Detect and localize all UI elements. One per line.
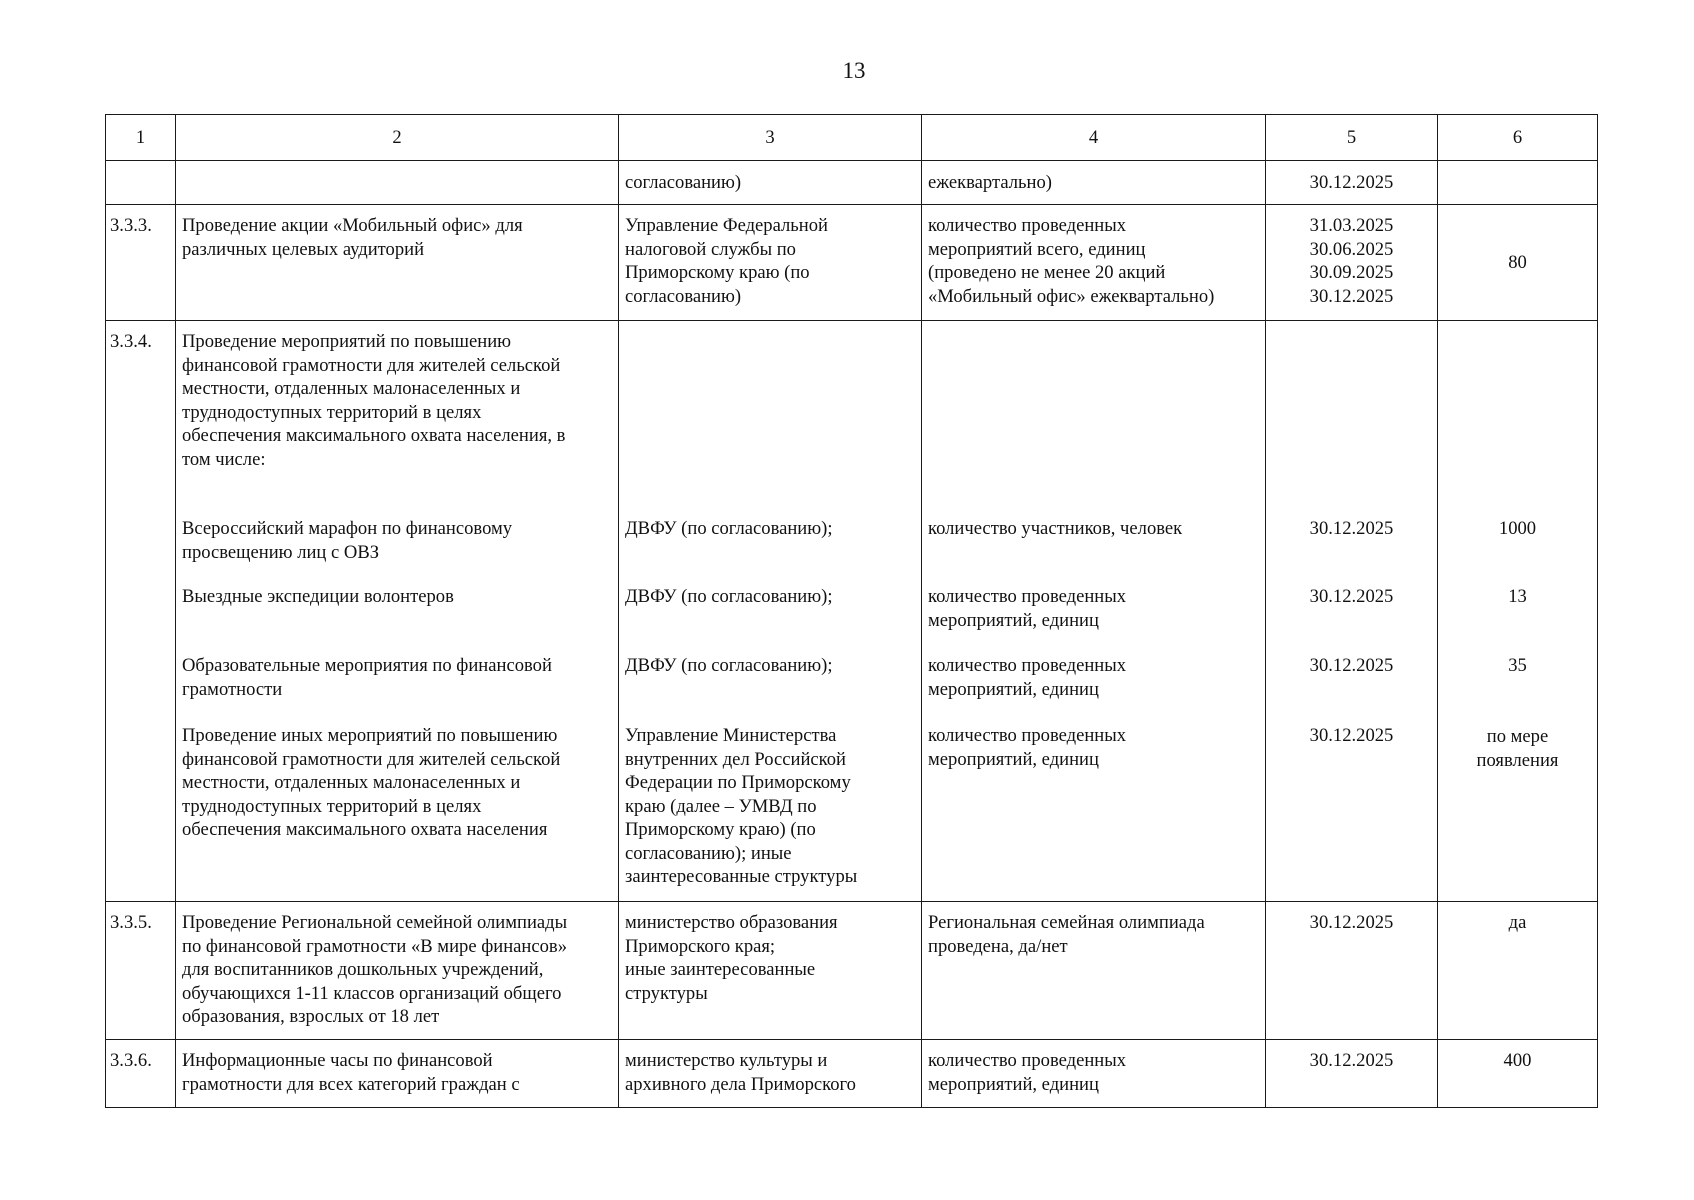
activity-cell [176,321,619,902]
value-cell: 400 [1438,1040,1598,1108]
sub-value-3: 35 [1508,655,1527,676]
value-cell: да [1438,902,1598,1040]
sub-indicator-2: количество проведенных мероприятий, единиц [928,586,1127,631]
sub-value-2: 13 [1508,586,1527,607]
value-cell [1438,321,1598,902]
header-cell-5: 5 [1266,115,1438,161]
sub-activity-2: Выездные экспедиции волонтеров [182,586,454,607]
deadline-cell [1266,321,1438,902]
header-cell-4: 4 [922,115,1266,161]
table-row [106,205,1598,321]
indicator-cell: количество проведенных мероприятий всего, единиц (проведено не менее 20 акций «Мобильный офис» ежеквартально) [922,205,1266,321]
sub-executor-1: ДВФУ (по согласованию); [625,518,833,539]
executor-cell: Управление Федеральной налоговой службы по Приморскому краю (по согласованию) [619,205,922,321]
indicator-cell: Региональная семейная олимпиада проведена, да/нет [922,902,1266,1040]
deadline-cell: 31.03.2025 30.06.2025 30.09.2025 30.12.2025 [1266,205,1438,321]
sub-indicator-1: количество участников, человек [928,518,1183,539]
cont-indicator: ежеквартально) [922,161,1266,205]
row-number: 3.3.5. [106,902,176,1040]
header-cell-1: 1 [106,115,176,161]
sub-activity-3: Образовательные мероприятия по финансовой грамотности [182,655,552,700]
indicator-cell [922,321,1266,902]
value-cell: 80 [1438,205,1598,321]
table-row [106,902,1598,1040]
sub-executor-3: ДВФУ (по согласованию); [625,655,833,676]
executor-cell: министерство образования Приморского края; иные заинтересованные структуры [619,902,922,1040]
sub-executor-2: ДВФУ (по согласованию); [625,586,833,607]
sub-deadline-4: 30.12.2025 [1309,725,1394,746]
header-cell-3: 3 [619,115,922,161]
activity-cell: Информационные часы по финансовой грамотности для всех категорий граждан с [176,1040,619,1108]
sub-indicator-4: количество проведенных мероприятий, единиц [928,725,1127,770]
row-number: 3.3.3. [106,205,176,321]
row-number: 3.3.6. [106,1040,176,1108]
activity-intro: Проведение мероприятий по повышению финансовой грамотности для жителей сельской местности, отдаленных малонаселенных и труднодоступных территорий в целях обеспечения максимального охвата населения, в том числе: [182,331,566,470]
sub-deadline-2: 30.12.2025 [1309,586,1394,607]
cont-activity [176,161,619,205]
deadline-cell: 30.12.2025 [1266,902,1438,1040]
cont-deadline: 30.12.2025 [1266,161,1438,205]
plan-table [105,114,1598,1108]
activity-cell: Проведение акции «Мобильный офис» для различных целевых аудиторий [176,205,619,321]
header-cell-2: 2 [176,115,619,161]
header-row [106,115,1598,161]
cont-num [106,161,176,205]
sub-value-4: по мере появления [1476,726,1559,771]
header-cell-6: 6 [1438,115,1598,161]
indicator-cell: количество проведенных мероприятий, единиц [922,1040,1266,1108]
cont-value [1438,161,1598,205]
table-row [106,321,1598,902]
continuation-row [106,161,1598,205]
executor-cell: министерство культуры и архивного дела Приморского [619,1040,922,1108]
page-number: 13 [842,58,866,83]
executor-cell [619,321,922,902]
sub-executor-4: Управление Министерства внутренних дел Российской Федерации по Приморскому краю (далее – УМВД по Приморскому краю) (по согласованию); иные заинтересованные структуры [625,725,858,887]
row-number: 3.3.4. [106,321,176,902]
deadline-cell: 30.12.2025 [1266,1040,1438,1108]
sub-activity-4: Проведение иных мероприятий по повышению финансовой грамотности для жителей сельской местности, отдаленных малонаселенных и труднодоступных территорий в целях обеспечения максимального охвата населения [182,725,561,840]
activity-cell: Проведение Региональной семейной олимпиады по финансовой грамотности «В мире финансов» для воспитанников дошкольных учреждений, обучающихся 1-11 классов организаций общего образования, взрослых от 18 лет [176,902,619,1040]
table-row [106,1040,1598,1108]
sub-value-1: 1000 [1498,518,1537,539]
cont-executor: согласованию) [619,161,922,205]
sub-deadline-3: 30.12.2025 [1309,655,1394,676]
sub-activity-1: Всероссийский марафон по финансовому просвещению лиц с ОВЗ [182,518,513,563]
sub-indicator-3: количество проведенных мероприятий, единиц [928,655,1127,700]
sub-deadline-1: 30.12.2025 [1309,518,1394,539]
